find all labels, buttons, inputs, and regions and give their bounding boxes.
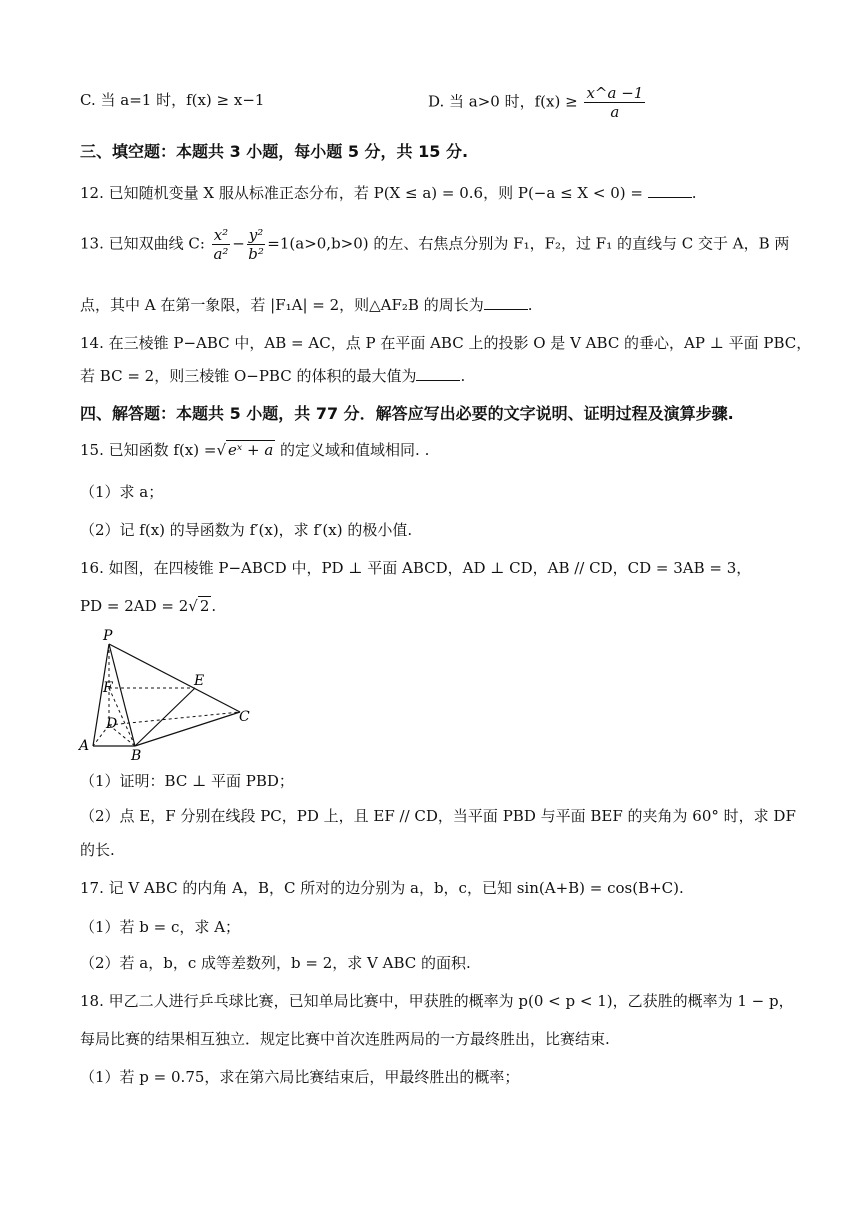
answer-blank [648, 183, 692, 198]
section-3-heading: 三、填空题：本题共 3 小题，每小题 5 分，共 15 分. [80, 142, 469, 161]
question-16-part-1: （1）证明：BC ⊥ 平面 PBD； [80, 772, 294, 790]
section-4-heading: 四、解答题：本题共 5 小题，共 77 分．解答应写出必要的文字说明、证明过程及演算步骤. [80, 404, 734, 423]
label-c: C [239, 709, 250, 725]
question-16-line-2: PD = 2AD = 2√ 2 . [80, 597, 217, 615]
fraction: $\frac{\text{y²}}{\text{b²}}$ [248, 226, 264, 263]
question-17: 17. 记 V ABC 的内角 A，B，C 所对的边分别为 a，b，c，已知 sin(A+B) = cos(B+C). [80, 879, 684, 897]
pyramid-figure [75, 628, 265, 763]
question-18-line-2: 每局比赛的结果相互独立．规定比赛中首次连胜两局的一方最终胜出，比赛结束. [80, 1030, 610, 1048]
label-a: A [79, 738, 90, 754]
question-18-part-1: （1）若 p = 0.75，求在第六局比赛结束后，甲最终胜出的概率； [80, 1068, 520, 1086]
question-15-part-2: （2）记 f(x) 的导函数为 f′(x)，求 f′(x) 的极小值. [80, 521, 413, 539]
label-p: P [103, 628, 113, 644]
answer-blank [416, 366, 460, 381]
label-e: E [194, 673, 205, 689]
question-13-line-1: 13. 已知双曲线 C: $\frac{\text{x²}}{\text{a²}}$ − $\frac{\text{y²}}{\text{b²}}$ =1(a>0,b>0) 的左、右焦点分别为 F₁，F₂，过 F₁ 的直线与 C 交于 A，B 两 [80, 226, 790, 263]
question-16-part-2-cont: 的长. [80, 841, 115, 859]
option-d: D. 当 a>0 时，f(x) ≥ $\frac{x\^{}a -1}{a}$ [428, 84, 644, 121]
label-b: B [131, 748, 142, 763]
label-d: D [106, 716, 118, 732]
question-18-line-1: 18. 甲乙二人进行乒乓球比赛，已知单局比赛中，甲获胜的概率为 p(0 < p < 1)，乙获胜的概率为 1 − p， [80, 992, 794, 1010]
question-14-line-2: 若 BC = 2，则三棱锥 O−PBC 的体积的最大值为 . [80, 367, 466, 385]
question-15: 15. 已知函数 f(x) =√ eˣ + a 的定义域和值域相同. . [80, 441, 430, 459]
question-16-line-1: 16. 如图，在四棱锥 P−ABCD 中，PD ⊥ 平面 ABCD，AD ⊥ CD，AB // CD，CD = 3AB = 3， [80, 559, 752, 577]
question-13-line-2: 点，其中 A 在第一象限，若 |F₁A| = 2，则△AF₂B 的周长为 . [80, 296, 533, 314]
question-12: 12. 已知随机变量 X 服从标准正态分布，若 P(X ≤ a) = 0.6，则 P(−a ≤ X < 0) = . [80, 184, 697, 202]
fraction: $\frac{\text{x²}}{\text{a²}}$ [213, 226, 229, 263]
question-17-part-1: （1）若 b = c，求 A； [80, 918, 241, 936]
option-c: C. 当 a=1 时，f(x) ≥ x−1 [80, 91, 265, 109]
question-16-part-2: （2）点 E，F 分别在线段 PC，PD 上，且 EF // CD，当平面 PBD 与平面 BEF 的夹角为 60° 时，求 DF [80, 807, 796, 825]
question-17-part-2: （2）若 a，b，c 成等差数列，b = 2，求 V ABC 的面积. [80, 954, 471, 972]
question-14-line-1: 14. 在三棱锥 P−ABC 中，AB = AC，点 P 在平面 ABC 上的投影 O 是 V ABC 的垂心，AP ⊥ 平面 PBC， [80, 334, 812, 352]
question-15-part-1: （1）求 a； [80, 483, 164, 501]
answer-blank [484, 295, 528, 310]
label-f: F [103, 680, 113, 696]
fraction: $\frac{x\^{}a -1}{a}$ [586, 84, 644, 121]
